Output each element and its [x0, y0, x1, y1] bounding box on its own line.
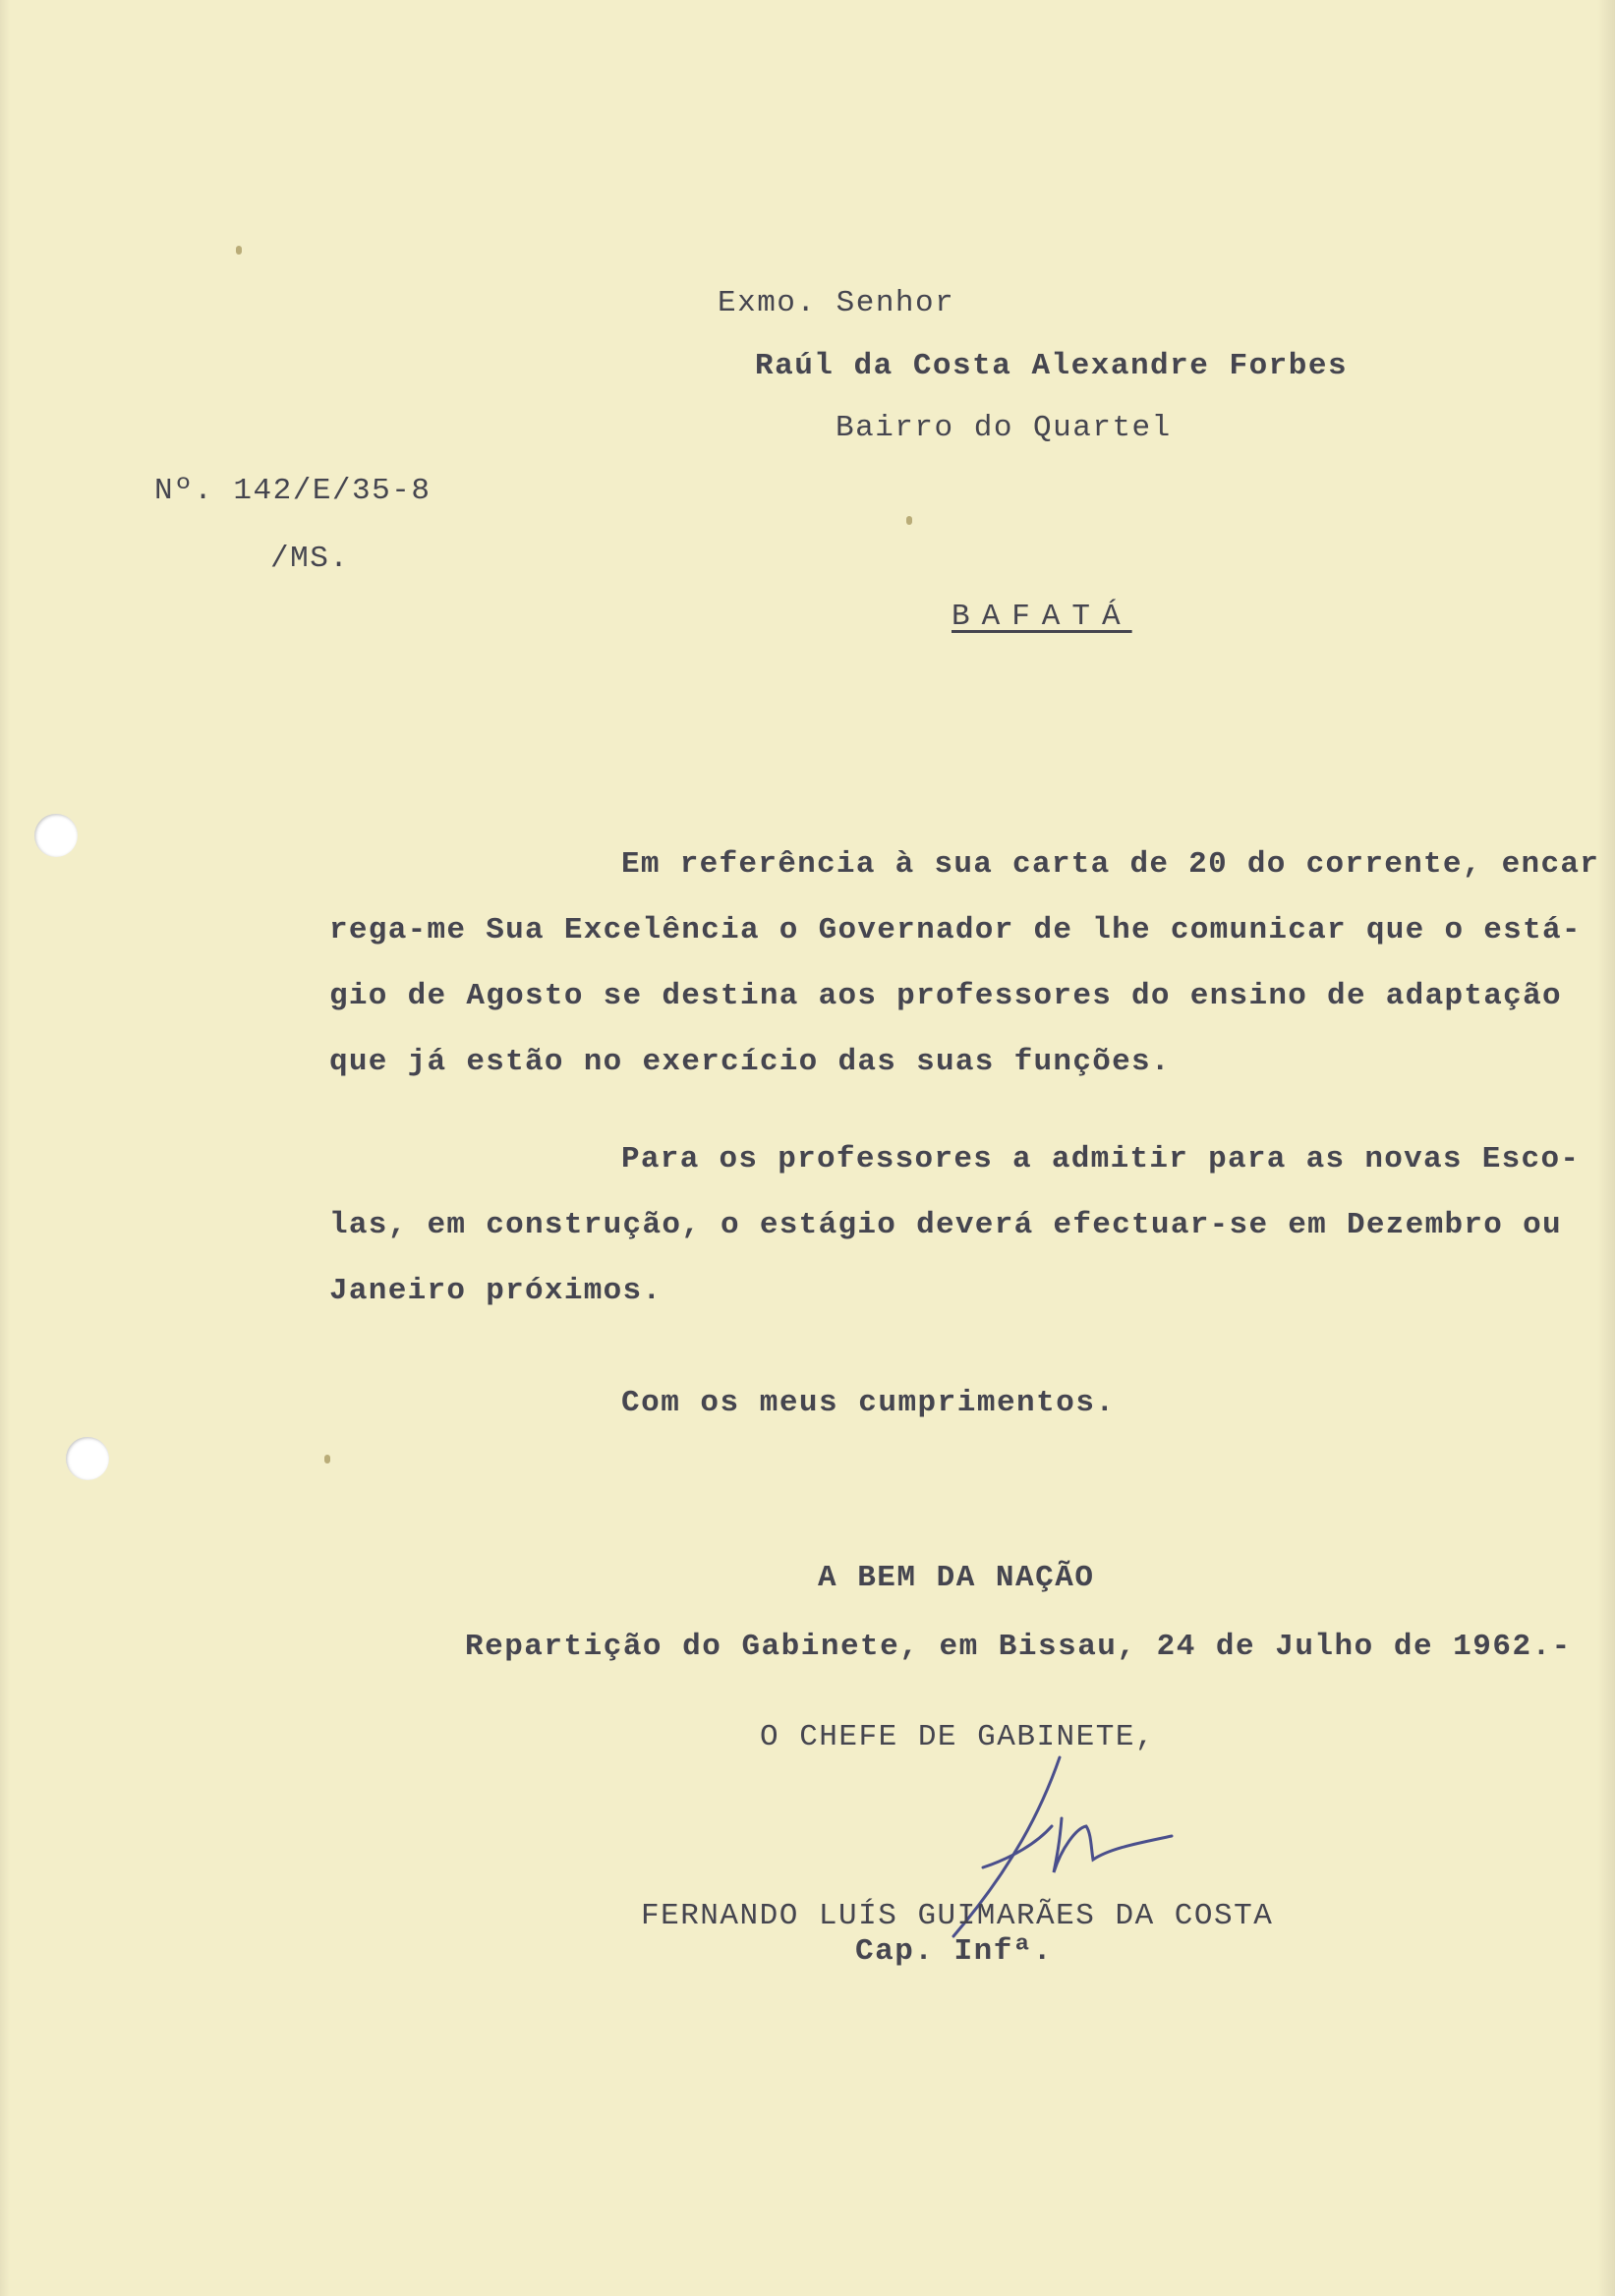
paragraph-1-line: Em referência à sua carta de 20 do corrente, encar [621, 847, 1600, 882]
body-paragraph-2 [329, 1126, 1580, 1324]
paragraph-2-line: Janeiro próximos. [329, 1274, 663, 1308]
paragraph-2-line: Para os professores a admitir para as novas Esco- [621, 1142, 1581, 1177]
addressee-city: BAFATÁ [952, 600, 1132, 634]
punch-hole-top [34, 814, 78, 857]
motto: A BEM DA NAÇÃO [818, 1561, 1095, 1595]
punch-hole-bottom [66, 1437, 109, 1480]
paragraph-1-line: rega-me Sua Excelência o Governador de lhe comunicar que o está- [329, 913, 1582, 947]
reference-initials: /MS. [270, 542, 350, 576]
paper-right-edge [1597, 0, 1615, 2296]
paragraph-1-line: que já estão no exercício das suas funções. [329, 1045, 1171, 1079]
reference-number: Nº. 142/E/35-8 [154, 474, 432, 508]
signatory-title: O CHEFE DE GABINETE, [760, 1720, 1156, 1754]
addressee-name: Raúl da Costa Alexandre Forbes [755, 349, 1349, 383]
paper-left-edge [0, 0, 10, 2296]
paragraph-2-line: las, em construção, o estágio deverá efectuar-se em Dezembro ou [329, 1208, 1562, 1242]
addressee-salutation: Exmo. Senhor [718, 286, 955, 320]
paper-speck [906, 516, 912, 525]
place-date: Repartição do Gabinete, em Bissau, 24 de Julho de 1962.- [465, 1630, 1572, 1664]
closing-line: Com os meus cumprimentos. [621, 1386, 1116, 1420]
paper-speck [236, 246, 242, 255]
signatory-rank: Cap. Infª. [855, 1934, 1054, 1969]
addressee-address: Bairro do Quartel [836, 411, 1172, 445]
paragraph-1-line: gio de Agosto se destina aos professores do ensino de adaptação [329, 979, 1562, 1013]
signatory-name: FERNANDO LUÍS GUIMARÃES DA COSTA [641, 1899, 1274, 1933]
body-paragraph-1 [329, 832, 1599, 1095]
paper-speck [324, 1455, 330, 1464]
